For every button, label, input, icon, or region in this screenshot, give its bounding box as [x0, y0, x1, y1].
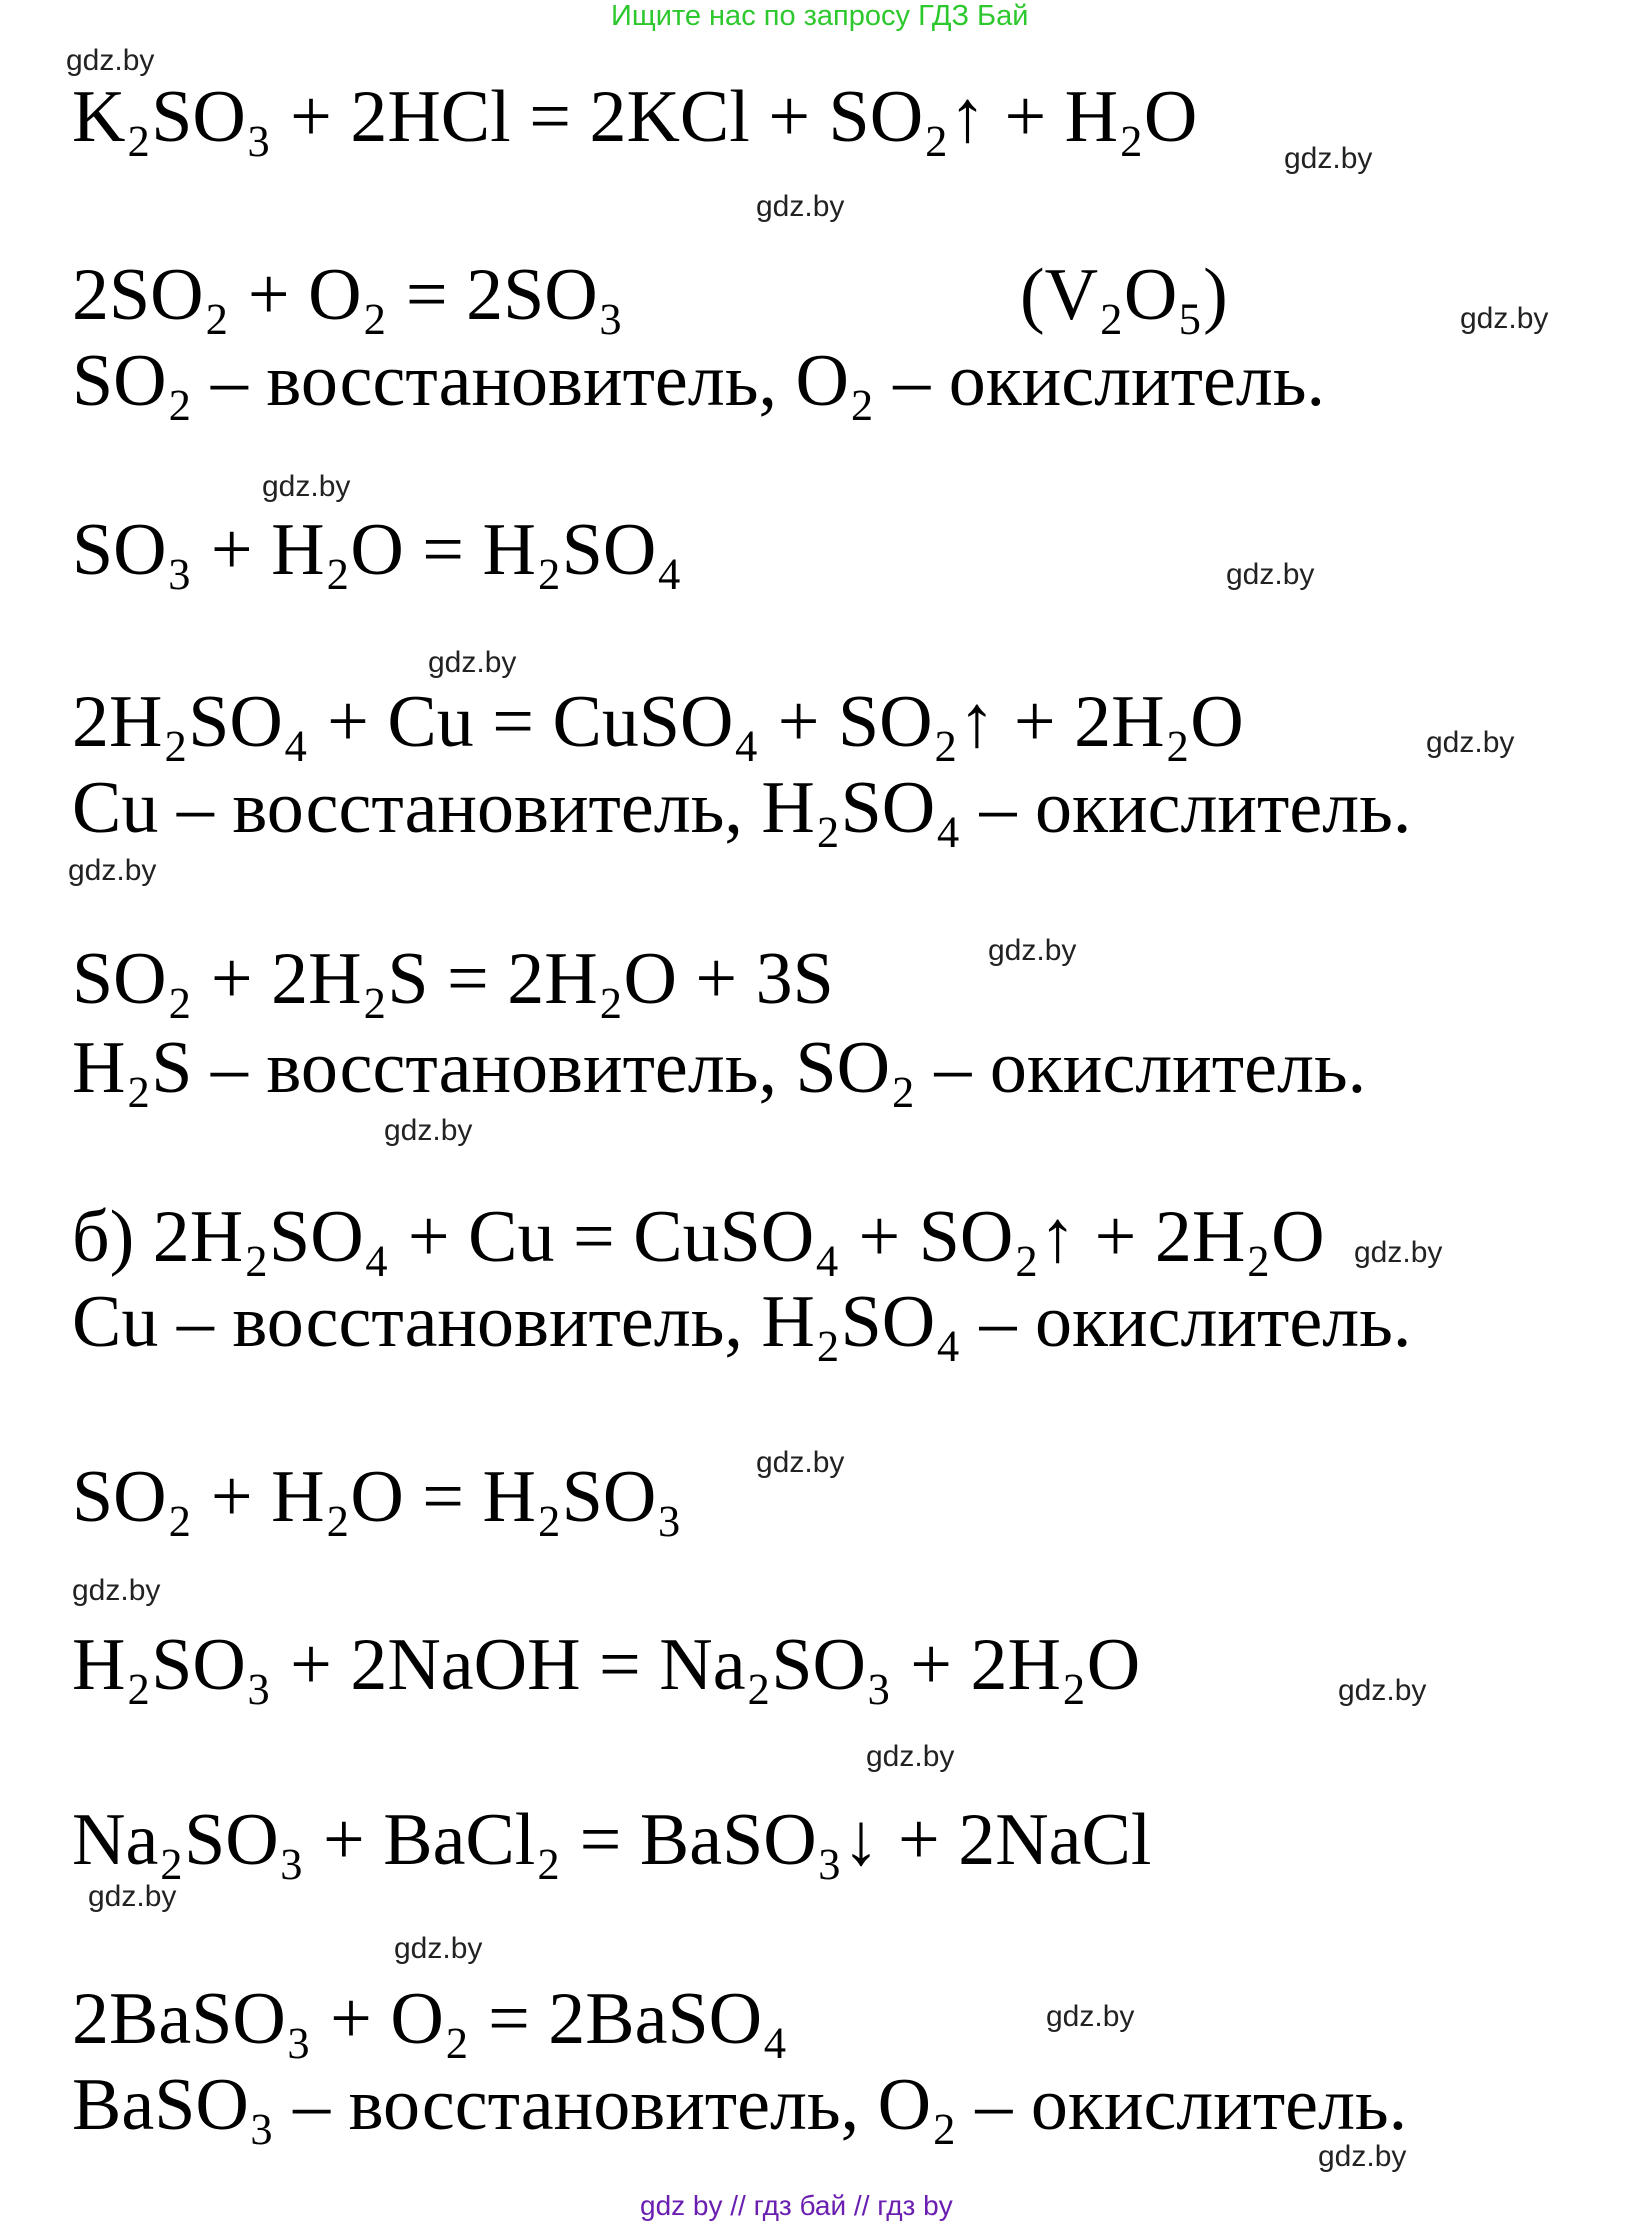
- equation-so2-h2s: SO₂ + 2H₂S = 2H₂O + 3S: [72, 938, 834, 1020]
- equation-baso3-oxidation: 2BaSO₃ + O₂ = 2BaSO₄: [72, 1978, 788, 2060]
- watermark: gdz.by: [384, 1114, 473, 1147]
- watermark: gdz.by: [866, 1740, 955, 1773]
- watermark: gdz.by: [88, 1880, 177, 1913]
- equation-part-b: б) 2H₂SO₄ + Cu = CuSO₄ + SO₂↑ + 2H₂O: [72, 1196, 1325, 1278]
- equation-so3-water: SO₃ + H₂O = H₂SO₄: [72, 509, 683, 591]
- watermark: gdz.by: [1460, 302, 1549, 335]
- redox-note-5: BaSO₃ – восстановитель, O₂ – окислитель.: [72, 2064, 1408, 2146]
- equation-h2so4-cu: 2H₂SO₄ + Cu = CuSO₄ + SO₂↑ + 2H₂O: [72, 681, 1244, 763]
- watermark: gdz.by: [72, 1574, 161, 1607]
- equation-k2so3-hcl: K₂SO₃ + 2HCl = 2KCl + SO₂↑ + H₂O: [72, 76, 1198, 158]
- equation-so2-water: SO₂ + H₂O = H₂SO₃: [72, 1456, 683, 1538]
- equation-na2so3-bacl2: Na₂SO₃ + BaCl₂ = BaSO₃↓ + 2NaCl: [72, 1799, 1152, 1881]
- watermark: gdz.by: [1318, 2140, 1407, 2173]
- watermark: gdz.by: [756, 190, 845, 223]
- watermark: gdz.by: [1226, 558, 1315, 591]
- watermark: gdz.by: [1284, 142, 1373, 175]
- redox-note-1: SO₂ – восстановитель, O₂ – окислитель.: [72, 340, 1325, 422]
- watermark: gdz.by: [68, 854, 157, 887]
- footer-links: gdz by // гдз бай // гдз by: [640, 2190, 953, 2221]
- watermark: gdz.by: [428, 646, 517, 679]
- catalyst-v2o5: (V₂O₅): [1020, 254, 1228, 336]
- redox-note-3: H₂S – восстановитель, SO₂ – окислитель.: [72, 1027, 1367, 1109]
- watermark: gdz.by: [1046, 2000, 1135, 2033]
- equation-h2so3-naoh: H₂SO₃ + 2NaOH = Na₂SO₃ + 2H₂O: [72, 1624, 1141, 1706]
- watermark: gdz.by: [66, 44, 155, 77]
- redox-note-2: Cu – восстановитель, H₂SO₄ – окислитель.: [72, 767, 1412, 849]
- top-banner: Ищите нас по запросу ГДЗ Бай: [611, 0, 1029, 32]
- watermark: gdz.by: [394, 1932, 483, 1965]
- equation-so2-oxidation: 2SO₂ + O₂ = 2SO₃: [72, 254, 624, 336]
- redox-note-4: Cu – восстановитель, H₂SO₄ – окислитель.: [72, 1281, 1412, 1363]
- watermark: gdz.by: [262, 470, 351, 503]
- watermark: gdz.by: [756, 1446, 845, 1479]
- watermark: gdz.by: [988, 934, 1077, 967]
- watermark: gdz.by: [1426, 726, 1515, 759]
- watermark: gdz.by: [1338, 1674, 1427, 1707]
- watermark: gdz.by: [1354, 1236, 1443, 1269]
